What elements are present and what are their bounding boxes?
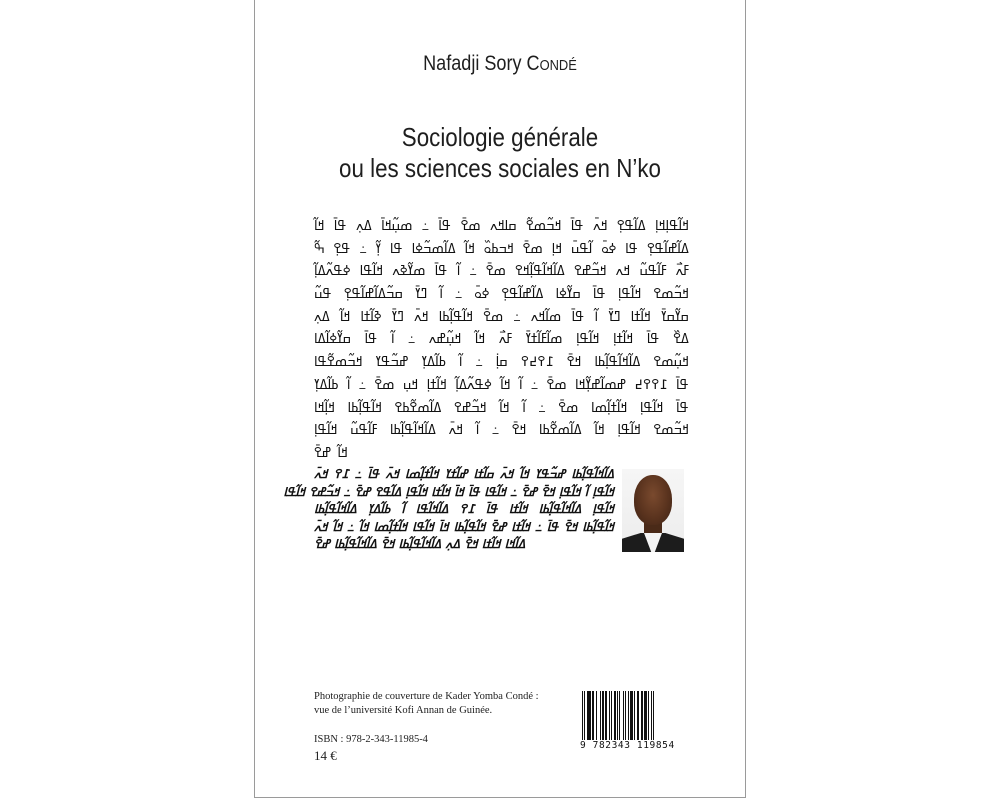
bio-line: ߞߊ߬ߟߊ߲߬ߕߊ ߞߐ߫ ߟߊ߫ ߸ ߞߊ߬ߙߊ ߝߐ߫ ߞߊ߬ߟߊ߲߬ߕߊ ߞߊ߫ ߞߊ߬ߟߊ ߞߊ߬ߙߊ߲߬ߘߊ ߞߊ߬ ߸ ߞߊ߬ ߞߍ߫ xyxy=(314,519,614,534)
bio-line: ߞߊ߬ߟߊ߲ ߊ߬ ߞߊ߬ߟߊ߲ ߞߐ߫ ߝߐ߫ ߸ ߞߊ߬ߟߊ ߟߊ߫ ߞߊ߫ ߞߊ߬ߙߊ ߞߊ߬ߟߊ߲ ߡߊ߬ߟߐ ߝߐ߫ ߸ ߞߏ߬ߝߐ ߞߊ߬ߟߊ xyxy=(283,484,614,499)
bio-line: ߡߊ߬ߞߊ ߞߊ߬ߙߊ ߞߐ߫ ߡߍ߲ ߡߊ߬ߞߊ߬ߟߊ߲߬ߕߊ ߞߐ߫ ߡߊ߬ߞߊ߬ߟߊ߲߬ߕߊ ߝߐ߫ xyxy=(314,537,526,551)
book-title xyxy=(289,122,710,184)
summary-line: ߞߊ߬ߟߊ߲ߞߊ߲ ߡߊ߬ߟߐ߲ ߞߍ߫ ߟߊ߫ ߞߏ߬ߘߐ߬ ߛߊߞߍ ߘߐ߫ ߟߊ߫ ߸ ߘߎ߲߬ߞߊ߫ ߡߍ߲ ߟߊ߫ ߞߊ߬ xyxy=(314,219,689,234)
author-bio xyxy=(283,466,614,554)
summary-line: ߓߍ߯ ߓߊ߬ߟߎ߬ ߞߍ ߞߏ߬ߝߐ ߡߊ߬ߞߊ߬ߟߊ߲߬ߞߐ ߘߐ߫ ߸ ߊ߬ ߟߊ߫ ߘߌ߬ߢߍ ߞߊ߬ߟߊ ߦߟߍ߬ߡߊ߲߬ xyxy=(314,264,689,280)
price-text: 14 € xyxy=(314,748,337,763)
author-photo xyxy=(622,469,684,552)
credit-line-2: vue de l’université Kofi Annan de Guinée. xyxy=(314,704,493,716)
summary-line: ߟߊ߫ ߞߊ߬ߟߊ߲ ߞߊ߬ߙߊ߲߬ߘߊ ߘߐ߫ ߸ ߊ߬ ߞߊ߬ ߞߏ߬ߝߐ ߡߊ߬ߘߐ߬ߕߐ ߞߊ߬ߟߊ߲߬ߕߊ ߞߊ߲߬ߞߊ xyxy=(314,400,689,416)
summary-line: ߞߎ߲߬ߘߐ ߡߊ߬ߞߊ߬ߟߊ߲߬ߕߊ ߞߐ߫ ߁߉߄߉ ߛߊ߲߭ ߸ ߊ߬ ߕߊ߬ߡߌ߲ ߝߏ߬ߟߌ ߞߏ߬ߘߐ߬ߟߊ xyxy=(314,355,689,371)
barcode-digits: 9 782343 119854 xyxy=(578,740,686,751)
author-first-names: Nafadji Sory xyxy=(423,52,527,75)
author-surname: Condé xyxy=(526,52,577,75)
credit-line-1: Photographie de couverture de Kader Yomba Condé : xyxy=(314,691,539,702)
bio-line: ߡߊ߬ߞߊ߬ߟߊ߲߬ߕߊ ߝߏ߬ߟߌ ߞߊ߬ ߞߍ߫ ߛߊ߬ߙߊ ߝߊ߬ߙߌ ߞߊ߬ߙߊ߲߬ߘߊ ߞߍ߫ ߟߊ߫ ߸ ߁߉ ߞߍ߫ xyxy=(314,467,614,481)
summary-line: ߡߐ߰ ߟߊ߫ ߞߊ߬ߙߊ߲ ߞߊ߬ߟߊ߲ ߘߊ߬ߓߊ߬ߙߌ߫ ߓߍ߯ ߞߊ߬ ߞߎ߲߬ߝߍ ߸ ߊ߬ ߟߊ߫ ߛߌ߬ߦߊ߬ߡߊ xyxy=(314,332,689,348)
summary-line: ߞߏ߬ߘߐ ߞߊ߬ߟߊ߲ ߟߊ߫ ߛߌ߬ߦߊ ߡߊ߬ߝߊ߬ߟߐ߲ ߦߋ߫ ߸ ߊ߬ ߣߌ߫ ߛߏ߬ߡߊ߬ߝߊ߬ߟߐ߲ ߟߎ߬ xyxy=(314,287,689,303)
author-name xyxy=(289,52,710,76)
summary-line: ߞߏ߬ߘߐ ߞߊ߬ߟߊ߲ ߞߊ߬ ߡߊ߬ߘߐ߬ߕߊ ߞߐ߫ ߸ ߊ߬ ߞߍ߫ ߡߊ߬ߞߊ߬ߟߊ߲߬ߕߊ ߓߊ߬ߟߎ߬ ߞߊ߬ߟߊ߲ xyxy=(314,423,689,439)
summary-line: ߛߌ߬ߛߌ߫ ߞߊ߬ߙߊ ߣߌ߫ ߊ߬ ߟߊ߫ ߘߊ߬ߞߍ ߸ ߘߐ߫ ߞߊ߬ߟߊ߲߬ߕߊ ߞߍ߫ ߣߌ߫ ߢߊ߬ߙߊ ߞߊ߬ ߡߍ߲ xyxy=(314,309,689,325)
isbn-text: ISBN : 978-2-343-11985-4 xyxy=(314,734,428,745)
summary-line: ߞߊ߬ ߝߐ߫ xyxy=(314,445,348,461)
summary-paragraph xyxy=(314,216,689,461)
book-back-cover xyxy=(254,0,746,798)
title-line-1: Sociologie générale xyxy=(401,122,599,152)
barcode-icon xyxy=(582,691,680,743)
photo-credit xyxy=(314,690,564,717)
photo-head xyxy=(634,475,672,525)
summary-line: ߟߊ߫ ߁߉߉߄ ߝߘߊ߬ߝߌ߲߬ߞߊ ߘߐ߫ ߸ ߊ߬ ߞߊ߬ ߦߟߍ߬ߡߊ߲߬ ߞߊ߬ߙߊ߲ ߞߎ߲ ߘߐ߫ ߸ ߊ߬ ߕߊ߬ߡߌ߲ xyxy=(314,377,689,393)
summary-line: ߡߊ߬ߝߊ߬ߟߐ߲ ߟߊ ߦߋ߫ ߊ߬ߟߎ߫ ߞߊ߲ ߘߐ߫ ߞߏߕߋ߰ ߞߊ߬ ߡߊ߬ߘߏ߬ߦߊ ߟߊ ߌ߲߬ ߸ ߟߐ߲ ߒ߬ xyxy=(314,241,689,257)
bio-line: ߞߊ߬ߟߊ߲ ߡߊ߬ߞߊ߬ߟߊ߲߬ߕߊ ߞߊ߬ߙߊ ߟߊ߫ ߁߉ ߡߊ߬ߞߊ߬ߟߊ ߊ߬ ߕߊ߬ߡߌ߲ ߡߊ߬ߞߊ߬ߟߊ߲߬ߕߊ xyxy=(314,502,614,516)
title-line-2: ou les sciences sociales en N’ko xyxy=(339,153,661,183)
